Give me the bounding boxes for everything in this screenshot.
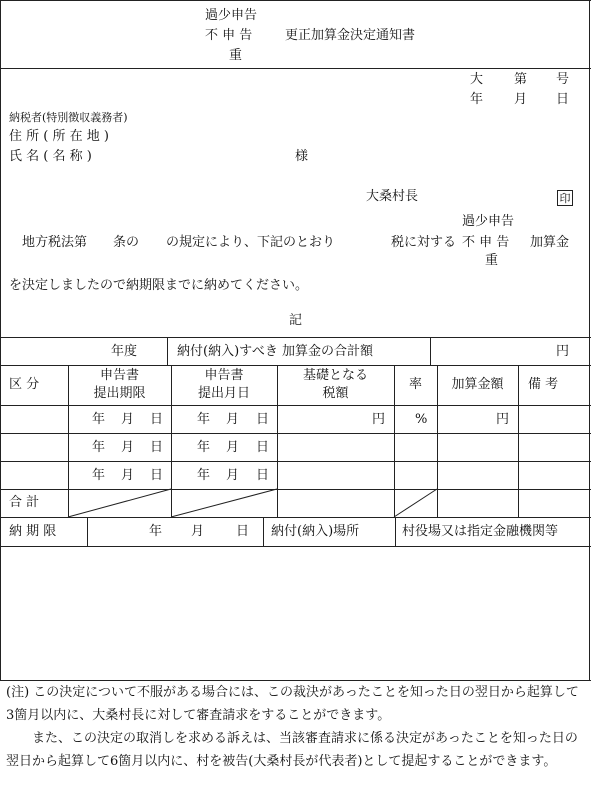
row1-filed-month: 月 [226, 412, 240, 427]
name-label: 氏 名 ( 名 称 ) [9, 149, 92, 164]
body-line-2: を決定しましたので納期限までに納めてください。 [9, 278, 309, 293]
row3-filed-month: 月 [226, 468, 240, 483]
col-header-deadline-2: 提出期限 [93, 386, 146, 401]
row1-deadline-year: 年 [92, 412, 106, 427]
body-option-2: 不 申 告 [462, 235, 510, 250]
row2-deadline-year: 年 [92, 440, 106, 455]
notice-type-option-3: 重 [229, 48, 243, 63]
doc-ref-dai: 第 [514, 72, 528, 87]
col-header-rate: 率 [408, 377, 422, 392]
row1-base-yen: 円 [372, 412, 386, 427]
document-title: 更正加算金決定通知書 [285, 28, 416, 43]
note-paragraph-2: また、この決定の取消しを求める訴えは、当該審査請求に係る決定があったことを知った日の翌日から起算して6箇月以内に、村を被告(大桑村長が代表者)として提起することができます。 [6, 731, 578, 769]
col-header-remarks: 備 考 [528, 377, 559, 392]
row2-filed-year: 年 [197, 440, 211, 455]
col-header-kubun: 区 分 [9, 377, 40, 392]
col-header-base-2: 税額 [322, 386, 349, 401]
payment-deadline-year: 年 [149, 524, 163, 539]
honorific-sama: 様 [295, 149, 309, 164]
payment-place-value: 村役場又は指定金融機関等 [402, 524, 559, 539]
notes-section [6, 681, 586, 773]
payment-place-label: 納付(納入)場所 [271, 524, 360, 539]
body-middle: の規定により、下記のとおり [166, 235, 336, 250]
col-header-base-1: 基礎となる [302, 368, 368, 383]
body-article: 条の [113, 235, 140, 250]
doc-date-month: 月 [514, 92, 528, 107]
row3-deadline-year: 年 [92, 468, 106, 483]
row1-deadline-month: 月 [121, 412, 135, 427]
summary-nendo: 年度 [111, 344, 138, 359]
col-header-filed-2: 提出月日 [197, 386, 250, 401]
notice-type-option-2: 不 申 告 [205, 28, 253, 43]
row1-rate-pct: % [415, 412, 428, 427]
col-header-amount: 加算金額 [451, 377, 504, 392]
payment-deadline-label: 納 期 限 [9, 524, 57, 539]
row1-filed-day: 日 [256, 412, 270, 427]
doc-date-year: 年 [470, 92, 484, 107]
col-header-filed-1: 申告書 [204, 368, 244, 383]
row1-filed-year: 年 [197, 412, 211, 427]
row1-amount-yen: 円 [496, 412, 510, 427]
row1-deadline-day: 日 [150, 412, 164, 427]
ki-heading: 記 [289, 313, 303, 328]
summary-total-label: 納付(納入)すべき 加算金の合計額 [177, 344, 374, 359]
col-header-deadline-1: 申告書 [99, 368, 139, 383]
row2-filed-day: 日 [256, 440, 270, 455]
payment-deadline-month: 月 [191, 524, 205, 539]
body-kasan: 加算金 [530, 235, 570, 250]
row3-filed-day: 日 [256, 468, 270, 483]
row3-filed-year: 年 [197, 468, 211, 483]
body-law-prefix: 地方税法第 [22, 235, 88, 250]
address-label: 住 所 ( 所 在 地 ) [9, 129, 109, 144]
seal-icon: 印 [557, 190, 573, 206]
taxpayer-label: 納税者(特別徴収義務者) [9, 111, 128, 124]
row2-deadline-day: 日 [150, 440, 164, 455]
payment-deadline-day: 日 [236, 524, 250, 539]
body-option-1: 過少申告 [462, 214, 515, 229]
row3-deadline-month: 月 [121, 468, 135, 483]
notice-type-option-1: 過少申告 [205, 8, 258, 23]
row3-deadline-day: 日 [150, 468, 164, 483]
doc-ref-prefix: 大 [470, 72, 484, 87]
note-paragraph-1: (注) この決定について不服がある場合には、この裁決があったことを知った日の翌日から起算して3箇月以内に、大桑村長に対して審査請求をすることができます。 [6, 685, 579, 723]
body-option-3: 重 [485, 253, 499, 268]
summary-yen: 円 [556, 344, 570, 359]
row2-filed-month: 月 [226, 440, 240, 455]
doc-date-day: 日 [556, 92, 570, 107]
row2-deadline-month: 月 [121, 440, 135, 455]
total-row-label: 合 計 [9, 495, 40, 510]
doc-ref-go: 号 [556, 72, 570, 87]
issuer-name: 大桑村長 [366, 189, 419, 204]
body-tax-suffix: 税に対する [391, 235, 457, 250]
